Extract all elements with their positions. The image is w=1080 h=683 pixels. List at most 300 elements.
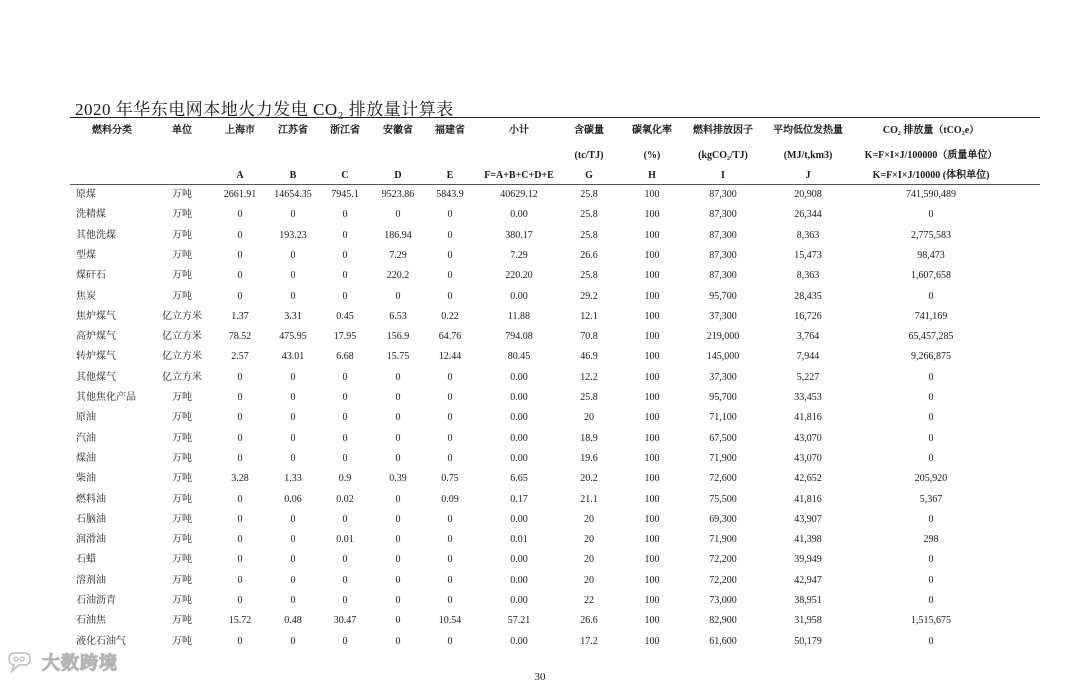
- table-cell: 380.17: [505, 230, 533, 241]
- table-cell: 17.2: [580, 636, 598, 647]
- table-cell: 0: [342, 575, 348, 586]
- table-cell: 0: [237, 250, 243, 261]
- table-cell: 万吨: [172, 473, 192, 484]
- table-cell: 46.9: [580, 351, 598, 362]
- row-label: 溶剂油: [76, 575, 106, 586]
- table-cell: 0: [342, 636, 348, 647]
- table-cell: 145,000: [706, 351, 740, 362]
- table-cell: 41,816: [794, 494, 822, 505]
- table-cell: 0.00: [510, 636, 528, 647]
- table-cell: 0: [342, 250, 348, 261]
- table-cell: 2.57: [231, 351, 249, 362]
- table-cell: 0: [290, 595, 296, 606]
- table-cell: 0: [395, 209, 401, 220]
- table-cell: 5843.9: [436, 189, 464, 200]
- table-cell: 0: [395, 554, 401, 565]
- table-cell: 0.48: [284, 615, 302, 626]
- table-cell: 0: [395, 412, 401, 423]
- table-cell: 100: [644, 230, 660, 241]
- table-cell: 43,070: [794, 433, 822, 444]
- table-cell: 0.02: [336, 494, 354, 505]
- table-cell: 12.2: [580, 372, 598, 383]
- table-cell: 0: [237, 534, 243, 545]
- row-label: 其他洗煤: [76, 230, 116, 241]
- row-label: 其他焦化产品: [76, 392, 136, 403]
- table-cell: 0.01: [510, 534, 528, 545]
- table-cell: 30.47: [333, 615, 357, 626]
- table-cell: 25.8: [580, 230, 598, 241]
- table-cell: 0: [928, 575, 934, 586]
- table-header-rule: [70, 184, 1040, 185]
- table-cell: 万吨: [172, 412, 192, 423]
- table-cell: 0: [447, 534, 453, 545]
- table-cell: 100: [644, 453, 660, 464]
- row-label: 原油: [76, 412, 96, 423]
- table-cell: 298: [923, 534, 939, 545]
- table-cell: 100: [644, 473, 660, 484]
- table-cell: 0: [447, 412, 453, 423]
- table-cell: 95,700: [709, 291, 737, 302]
- table-cell: 71,900: [709, 534, 737, 545]
- table-cell: 0.00: [510, 209, 528, 220]
- table-cell: 0: [928, 291, 934, 302]
- table-cell: 794.08: [505, 331, 533, 342]
- table-cell: 3.28: [231, 473, 249, 484]
- table-cell: 156.9: [386, 331, 410, 342]
- table-cell: 亿立方米: [162, 372, 202, 383]
- table-cell: 万吨: [172, 433, 192, 444]
- table-cell: 万吨: [172, 230, 192, 241]
- table-cell: 193.23: [279, 230, 307, 241]
- table-cell: 475.95: [279, 331, 307, 342]
- header-cell: 燃料排放因子: [693, 125, 753, 136]
- table-cell: 万吨: [172, 494, 192, 505]
- table-cell: 39,949: [794, 554, 822, 565]
- table-cell: 0: [237, 575, 243, 586]
- table-cell: 37,300: [709, 311, 737, 322]
- table-cell: 33,453: [794, 392, 822, 403]
- table-cell: 0.00: [510, 291, 528, 302]
- table-cell: 0: [395, 636, 401, 647]
- table-cell: 0.00: [510, 514, 528, 525]
- table-cell: 0: [290, 433, 296, 444]
- table-cell: 0: [342, 433, 348, 444]
- header-cell: 上海市: [225, 125, 255, 136]
- table-cell: 6.53: [389, 311, 407, 322]
- row-label: 石蜡: [76, 554, 96, 565]
- header-cell: E: [446, 170, 454, 181]
- table-cell: 0: [928, 554, 934, 565]
- table-cell: 100: [644, 534, 660, 545]
- header-cell: 安徽省: [383, 125, 413, 136]
- table-cell: 0: [447, 636, 453, 647]
- table-cell: 0.09: [441, 494, 459, 505]
- table-cell: 0: [290, 392, 296, 403]
- table-cell: 0: [237, 230, 243, 241]
- table-cell: 0: [290, 575, 296, 586]
- table-cell: 9,266,875: [911, 351, 951, 362]
- table-cell: 0: [237, 392, 243, 403]
- table-cell: 5,227: [796, 372, 820, 383]
- table-cell: 100: [644, 351, 660, 362]
- header-cell: H: [648, 170, 656, 181]
- header-cell: (tc/TJ): [574, 150, 604, 161]
- row-label: 燃料油: [76, 494, 106, 505]
- table-cell: 6.68: [336, 351, 354, 362]
- table-cell: 186.94: [384, 230, 412, 241]
- speech-bubble-logo-icon: [8, 650, 38, 674]
- table-cell: 万吨: [172, 554, 192, 565]
- table-cell: 0: [447, 514, 453, 525]
- table-cell: 75,500: [709, 494, 737, 505]
- table-cell: 100: [644, 291, 660, 302]
- table-cell: 0: [237, 270, 243, 281]
- table-cell: 71,100: [709, 412, 737, 423]
- table-cell: 220.2: [386, 270, 410, 281]
- table-cell: 100: [644, 250, 660, 261]
- table-cell: 0: [237, 554, 243, 565]
- table-cell: 1.37: [231, 311, 249, 322]
- table-cell: 0: [342, 412, 348, 423]
- table-cell: 0: [237, 372, 243, 383]
- table-cell: 0: [237, 209, 243, 220]
- table-cell: 0: [447, 209, 453, 220]
- header-cell: 平均低位发热量: [773, 125, 843, 136]
- watermark: [8, 650, 118, 674]
- table-cell: 0: [928, 372, 934, 383]
- table-cell: 100: [644, 554, 660, 565]
- table-cell: 亿立方米: [162, 311, 202, 322]
- page-number: 30: [534, 671, 546, 683]
- table-cell: 亿立方米: [162, 351, 202, 362]
- table-cell: 0.00: [510, 372, 528, 383]
- table-cell: 0: [447, 230, 453, 241]
- table-cell: 61,600: [709, 636, 737, 647]
- table-cell: 0: [395, 514, 401, 525]
- header-cell: A: [236, 170, 244, 181]
- table-cell: 100: [644, 331, 660, 342]
- table-cell: 0: [928, 209, 934, 220]
- table-cell: 8,363: [796, 230, 820, 241]
- table-cell: 万吨: [172, 615, 192, 626]
- table-cell: 100: [644, 372, 660, 383]
- table-cell: 20,908: [794, 189, 822, 200]
- table-cell: 0: [290, 250, 296, 261]
- table-cell: 18.9: [580, 433, 598, 444]
- header-cell: K=F×I×J/100000（质量单位）: [864, 150, 998, 161]
- table-cell: 8,363: [796, 270, 820, 281]
- table-cell: 0: [447, 453, 453, 464]
- table-cell: 100: [644, 209, 660, 220]
- table-cell: 29.2: [580, 291, 598, 302]
- table-cell: 0: [447, 270, 453, 281]
- table-cell: 25.8: [580, 189, 598, 200]
- table-cell: 0: [447, 291, 453, 302]
- table-cell: 0.00: [510, 392, 528, 403]
- table-cell: 87,300: [709, 209, 737, 220]
- table-cell: 16,726: [794, 311, 822, 322]
- table-cell: 0: [342, 372, 348, 383]
- table-cell: 0: [342, 392, 348, 403]
- header-cell: 小计: [509, 125, 529, 136]
- table-cell: 0.17: [510, 494, 528, 505]
- watermark-text: 大数跨境: [42, 653, 118, 674]
- table-cell: 100: [644, 392, 660, 403]
- table-cell: 67,500: [709, 433, 737, 444]
- table-cell: 0: [447, 372, 453, 383]
- table-cell: 100: [644, 514, 660, 525]
- table-cell: 21.1: [580, 494, 598, 505]
- table-cell: 25.8: [580, 270, 598, 281]
- table-cell: 15.72: [228, 615, 252, 626]
- table-cell: 0.9: [338, 473, 352, 484]
- table-cell: 0: [290, 453, 296, 464]
- row-label: 煤矸石: [76, 270, 106, 281]
- header-cell: (%): [643, 150, 661, 161]
- table-cell: 87,300: [709, 189, 737, 200]
- table-cell: 40629.12: [500, 189, 538, 200]
- table-cell: 0: [395, 534, 401, 545]
- table-cell: 0: [395, 615, 401, 626]
- row-label: 原煤: [76, 189, 96, 200]
- table-cell: 0.45: [336, 311, 354, 322]
- table-cell: 0: [928, 636, 934, 647]
- table-cell: 12.44: [438, 351, 462, 362]
- table-cell: 万吨: [172, 291, 192, 302]
- table-cell: 6.65: [510, 473, 528, 484]
- row-label: 转炉煤气: [76, 351, 116, 362]
- table-cell: 15.75: [386, 351, 410, 362]
- table-cell: 0: [342, 291, 348, 302]
- table-cell: 57.21: [507, 615, 531, 626]
- table-cell: 22: [584, 595, 594, 606]
- table-cell: 0.00: [510, 595, 528, 606]
- table-cell: 0: [395, 595, 401, 606]
- table-cell: 219,000: [706, 331, 740, 342]
- table-cell: 26.6: [580, 615, 598, 626]
- table-cell: 0: [928, 392, 934, 403]
- table-cell: 43,070: [794, 453, 822, 464]
- table-cell: 87,300: [709, 250, 737, 261]
- table-cell: 0: [342, 595, 348, 606]
- table-cell: 100: [644, 311, 660, 322]
- table-cell: 0: [237, 636, 243, 647]
- table-cell: 0: [290, 636, 296, 647]
- table-cell: 20: [584, 534, 594, 545]
- table-cell: 0.00: [510, 554, 528, 565]
- table-cell: 0: [342, 209, 348, 220]
- table-cell: 20: [584, 554, 594, 565]
- row-label: 高炉煤气: [76, 331, 116, 342]
- table-cell: 0: [342, 270, 348, 281]
- row-label: 柴油: [76, 473, 96, 484]
- table-cell: 0: [237, 453, 243, 464]
- table-cell: 万吨: [172, 189, 192, 200]
- table-cell: 0.39: [389, 473, 407, 484]
- table-cell: 43.01: [281, 351, 305, 362]
- table-cell: 0: [237, 291, 243, 302]
- table-cell: 11.88: [507, 311, 531, 322]
- table-cell: 100: [644, 595, 660, 606]
- row-label: 其他煤气: [76, 372, 116, 383]
- table-cell: 0: [290, 554, 296, 565]
- row-label: 石脑油: [76, 514, 106, 525]
- table-cell: 72,600: [709, 473, 737, 484]
- header-cell: CO₂ 排放量（tCO₂e）: [882, 125, 980, 136]
- table-cell: 37,300: [709, 372, 737, 383]
- table-cell: 0: [237, 433, 243, 444]
- table-cell: 73,000: [709, 595, 737, 606]
- table-cell: 0.01: [336, 534, 354, 545]
- table-cell: 0.06: [284, 494, 302, 505]
- table-cell: 220.20: [505, 270, 533, 281]
- header-cell: D: [394, 170, 402, 181]
- table-cell: 26.6: [580, 250, 598, 261]
- table-cell: 0: [447, 575, 453, 586]
- table-cell: 20: [584, 514, 594, 525]
- table-cell: 万吨: [172, 209, 192, 220]
- table-cell: 100: [644, 575, 660, 586]
- table-cell: 70.8: [580, 331, 598, 342]
- table-cell: 万吨: [172, 453, 192, 464]
- table-cell: 7.29: [389, 250, 407, 261]
- row-label: 焦炉煤气: [76, 311, 116, 322]
- table-cell: 26,344: [794, 209, 822, 220]
- table-cell: 80.45: [507, 351, 531, 362]
- table-cell: 1,515,675: [911, 615, 951, 626]
- header-cell: 碳氧化率: [632, 125, 672, 136]
- table-cell: 0: [447, 250, 453, 261]
- table-cell: 7,944: [796, 351, 820, 362]
- table-cell: 0: [290, 372, 296, 383]
- table-cell: 0: [290, 412, 296, 423]
- table-cell: 71,900: [709, 453, 737, 464]
- table-cell: 0: [395, 494, 401, 505]
- table-cell: 17.95: [333, 331, 357, 342]
- table-cell: 1,607,658: [911, 270, 951, 281]
- table-cell: 41,398: [794, 534, 822, 545]
- table-cell: 0: [237, 595, 243, 606]
- table-cell: 100: [644, 270, 660, 281]
- table-cell: 0.00: [510, 412, 528, 423]
- table-cell: 0: [928, 433, 934, 444]
- table-cell: 31,958: [794, 615, 822, 626]
- table-cell: 7945.1: [331, 189, 359, 200]
- table-cell: 205,920: [914, 473, 948, 484]
- table-cell: 0: [447, 392, 453, 403]
- table-cell: 0: [447, 595, 453, 606]
- table-cell: 100: [644, 494, 660, 505]
- table-cell: 65,457,285: [908, 331, 954, 342]
- table-cell: 3.31: [284, 311, 302, 322]
- header-cell: (MJ/t,km3): [783, 150, 833, 161]
- table-cell: 万吨: [172, 636, 192, 647]
- header-cell: K=F×I×J/10000 (体积单位): [872, 170, 990, 181]
- table-cell: 72,200: [709, 554, 737, 565]
- row-label: 焦炭: [76, 291, 96, 302]
- header-cell: I: [721, 170, 725, 181]
- table-cell: 741,590,489: [906, 189, 956, 200]
- header-cell: F=A+B+C+D+E: [484, 170, 554, 181]
- table-cell: 10.54: [438, 615, 462, 626]
- table-cell: 0: [290, 534, 296, 545]
- row-label: 石油焦: [76, 615, 106, 626]
- table-cell: 万吨: [172, 250, 192, 261]
- table-cell: 0: [237, 494, 243, 505]
- table-cell: 100: [644, 433, 660, 444]
- table-cell: 20: [584, 412, 594, 423]
- table-cell: 0: [928, 412, 934, 423]
- row-label: 液化石油气: [76, 636, 126, 647]
- header-cell: J: [805, 170, 811, 181]
- table-cell: 2661.91: [223, 189, 257, 200]
- table-cell: 0: [928, 595, 934, 606]
- table-cell: 2,775,583: [911, 230, 951, 241]
- table-cell: 42,652: [794, 473, 822, 484]
- table-cell: 0: [395, 372, 401, 383]
- table-cell: 0: [290, 209, 296, 220]
- table-cell: 0: [928, 514, 934, 525]
- table-cell: 9523.86: [381, 189, 415, 200]
- table-cell: 0.00: [510, 575, 528, 586]
- table-cell: 0: [237, 514, 243, 525]
- row-label: 石油沥青: [76, 595, 116, 606]
- table-cell: 0: [342, 514, 348, 525]
- row-label: 润滑油: [76, 534, 106, 545]
- table-cell: 0.00: [510, 433, 528, 444]
- table-cell: 78.52: [228, 331, 252, 342]
- table-cell: 741,169: [914, 311, 948, 322]
- row-label: 洗精煤: [76, 209, 106, 220]
- table-cell: 20.2: [580, 473, 598, 484]
- header-cell: C: [341, 170, 349, 181]
- row-label: 型煤: [76, 250, 96, 261]
- table-cell: 14654.35: [274, 189, 312, 200]
- table-cell: 0: [342, 453, 348, 464]
- table-cell: 万吨: [172, 270, 192, 281]
- table-cell: 100: [644, 189, 660, 200]
- table-cell: 20: [584, 575, 594, 586]
- table-cell: 98,473: [917, 250, 945, 261]
- table-cell: 69,300: [709, 514, 737, 525]
- table-cell: 87,300: [709, 230, 737, 241]
- table-cell: 0: [395, 392, 401, 403]
- table-cell: 0: [342, 230, 348, 241]
- table-top-rule: [70, 117, 1040, 118]
- table-cell: 64.76: [438, 331, 462, 342]
- table-cell: 0: [395, 433, 401, 444]
- table-cell: 100: [644, 615, 660, 626]
- page-title: 2020 年华东电网本地火力发电 CO₂ 排放量计算表: [75, 100, 454, 119]
- header-cell: 浙江省: [330, 125, 360, 136]
- table-cell: 100: [644, 412, 660, 423]
- table-cell: 1.33: [284, 473, 302, 484]
- table-cell: 万吨: [172, 595, 192, 606]
- table-cell: 0: [290, 514, 296, 525]
- table-cell: 72,200: [709, 575, 737, 586]
- table-cell: 0.22: [441, 311, 459, 322]
- table-cell: 25.8: [580, 209, 598, 220]
- table-cell: 0: [447, 554, 453, 565]
- table-cell: 43,907: [794, 514, 822, 525]
- table-cell: 87,300: [709, 270, 737, 281]
- table-cell: 0: [395, 291, 401, 302]
- table-cell: 100: [644, 636, 660, 647]
- table-cell: 38,951: [794, 595, 822, 606]
- header-cell: G: [585, 170, 593, 181]
- table-cell: 0: [395, 453, 401, 464]
- table-cell: 5,367: [919, 494, 943, 505]
